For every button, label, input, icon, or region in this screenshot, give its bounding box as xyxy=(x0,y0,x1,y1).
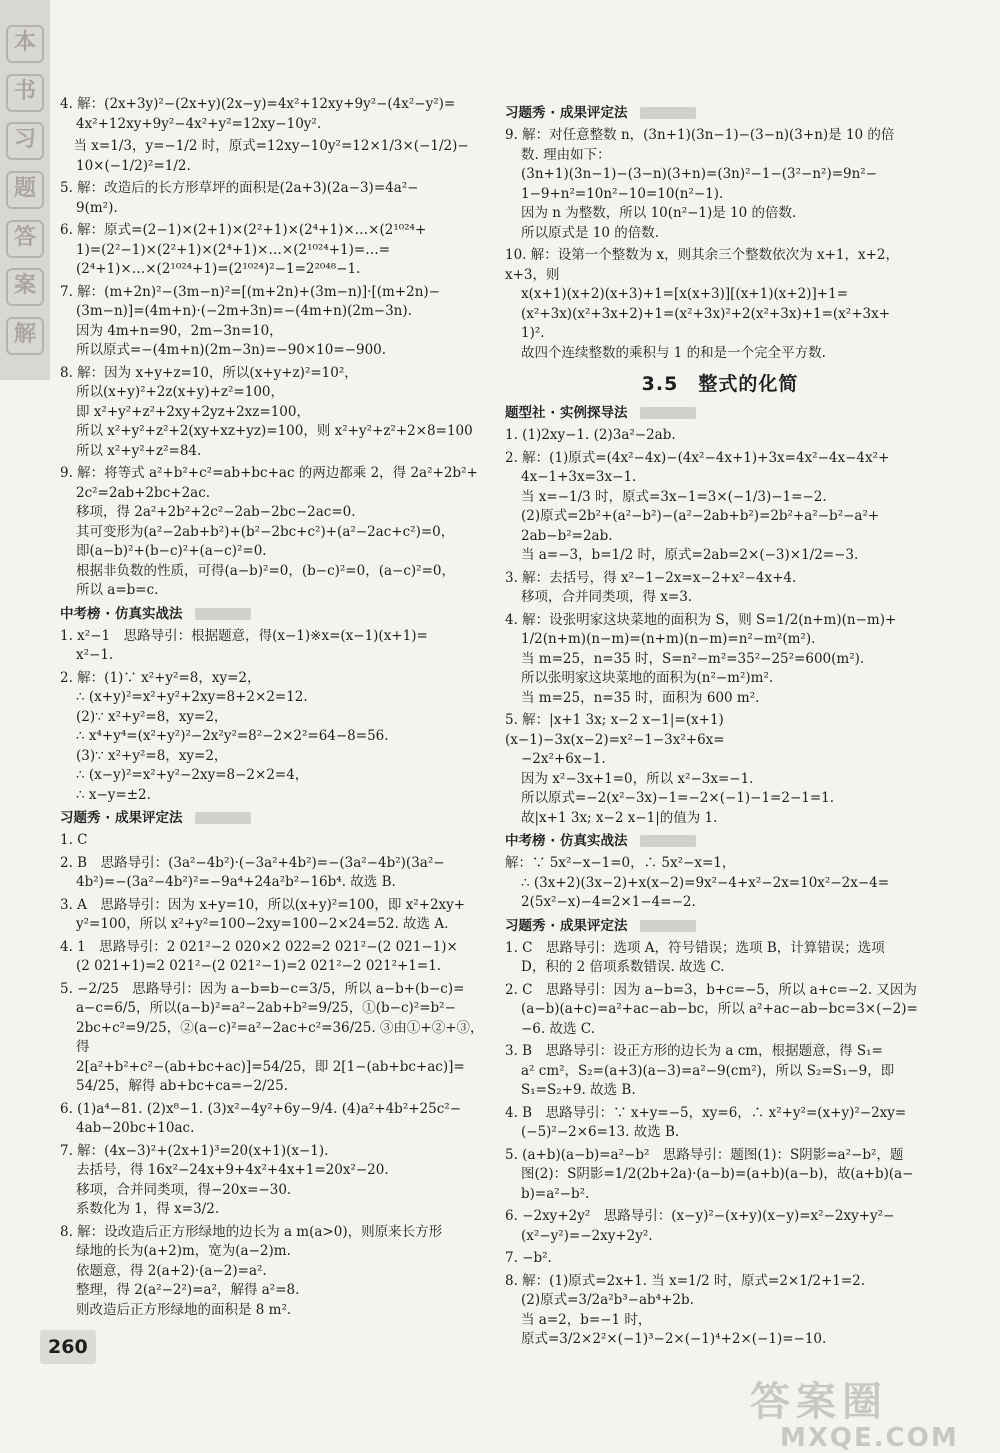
answer-line: 9. 解：将等式 a²+b²+c²=ab+bc+ac 的两边都乘 2，得 2a²+2b²+ xyxy=(60,465,478,481)
answer-line: −6. 故选 C. xyxy=(521,1020,595,1037)
answer-line: −2x²+6x−1. xyxy=(521,751,606,767)
answer-item xyxy=(505,939,935,978)
answer-line: 2ab−b²=2ab. xyxy=(521,527,613,544)
answer-line: 所以原式=−2(x²−3x)−1=−2×(−1)−1=2−1=1. xyxy=(521,790,835,806)
answer-line: ∴ (x−y)²=x²+y²−2xy=8−2×2=4， xyxy=(76,767,309,783)
answer-line: 所以 a=b=c. xyxy=(76,582,159,598)
answer-line: 当 a=−3，b=1/2 时，原式=2ab=2×(−3)×1/2=−3. xyxy=(521,547,859,563)
answer-line: 2. B 思路导引：(3a²−4b²)·(−3a²+4b²)=−(3a²−4b²)(3a²− xyxy=(60,854,445,871)
answer-line: b)=a²−b². xyxy=(521,1185,590,1202)
answer-line: (2)原式=3/2a²b³−ab⁴+2b. xyxy=(521,1292,694,1308)
answer-item xyxy=(60,1223,490,1321)
heading-text: 中考榜 · 仿真实战法 xyxy=(505,833,628,849)
answer-item xyxy=(60,854,490,893)
answer-line: 1)². xyxy=(521,325,545,341)
answer-line: 当 m=25，n=35 时，S=n²−m²=35²−25²=600(m²). xyxy=(521,650,865,667)
answer-line: 3. B 思路导引：设正方形的边长为 a cm，根据题意，得 S₁= xyxy=(505,1043,883,1059)
answer-line: 2. 解：(1)∵ x²+y²=8，xy=2， xyxy=(60,669,261,686)
heading-stamp-decoration xyxy=(640,835,696,847)
answer-line: 当 m=25，n=35 时，面积为 600 m². xyxy=(521,689,760,706)
answer-line: 根据非负数的性质，可得(a−b)²=0，(b−c)²=0，(a−c)²=0， xyxy=(76,562,455,579)
heading-text: 中考榜 · 仿真实战法 xyxy=(60,605,183,622)
heading-text: 习题秀 · 成果评定法 xyxy=(505,105,628,121)
answer-line: 7. 解：(4x−3)²+(2x+1)³=20(x+1)(x−1). xyxy=(60,1142,329,1159)
answer-item xyxy=(505,1249,935,1269)
right-column-top-section xyxy=(505,104,935,363)
answer-item xyxy=(505,426,935,446)
answer-line: 3. A 思路导引：因为 x+y=10，所以(x+y)²=100，即 x²+2xy+ xyxy=(60,896,466,913)
answer-line: 4. 1 思路导引：2 021²−2 020×2 022=2 021²−(2 021−1)× xyxy=(60,938,458,955)
answer-line: 当 x=1/3，y=−1/2 时，原式=12xy−10y²=12×1/3×(−1/2)− xyxy=(60,138,469,154)
answer-line: 数. 理由如下： xyxy=(521,146,611,163)
spine-char: 案 xyxy=(6,268,44,306)
answer-line: 6. (1)a⁴−81. (2)x⁸−1. (3)x²−4y²+6y−9/4. (4)a²+4b²+25c²− xyxy=(60,1100,462,1117)
answer-line: 故|x+1 3x; x−2 x−1|的值为 1. xyxy=(521,809,718,826)
spine-char: 解 xyxy=(6,317,44,355)
spine-char: 答 xyxy=(6,220,44,258)
answer-item xyxy=(60,669,490,806)
watermark xyxy=(750,1370,990,1453)
answer-line: 4x−1+3x=3x−1. xyxy=(521,469,637,485)
answer-line: 1)=(2²−1)×(2²+1)×(2⁴+1)×…×(2¹⁰²⁴+1)=…= xyxy=(76,241,391,258)
answer-line: 因为 4m+n=90，2m−3n=10， xyxy=(76,322,283,339)
answer-line: 当 x=−1/3 时，原式=3x−1=3×(−1/3)−1=−2. xyxy=(521,488,827,505)
answer-line: 2. C 思路导引：因为 a−b=3，b+c=−5，所以 a+c=−2. 又因为 xyxy=(505,981,917,998)
answer-line: (2⁴+1)×…×(2¹⁰²⁴+1)=(2¹⁰²⁴)²−1=2²⁰⁴⁸−1. xyxy=(76,261,361,277)
answer-line: 2c²=2ab+2bc+2ac. xyxy=(76,484,211,501)
right-answer-column xyxy=(505,100,935,1353)
answer-line: y²=100，所以 x²+y²=100−2xy=100−2×24=52. 故选 A. xyxy=(76,916,449,932)
answer-line: 绿地的长为(a+2)m，宽为(a−2)m. xyxy=(76,1243,291,1259)
answer-item xyxy=(60,464,490,601)
exercise-section-heading xyxy=(505,104,935,123)
answer-item xyxy=(60,283,490,361)
exercise-section-heading xyxy=(505,404,935,423)
answer-line: 54/25，解得 ab+bc+ca=−2/25. xyxy=(76,1078,289,1094)
heading-stamp-decoration xyxy=(640,920,696,932)
answer-line: 8. 解：设改造后正方形绿地的边长为 a m(a>0)，则原来长方形 xyxy=(60,1223,443,1240)
answer-line: 9(m²). xyxy=(76,199,118,216)
answer-line: (3)∵ x²+y²=8，xy=2， xyxy=(76,747,228,764)
answer-line: 6. 解：原式=(2−1)×(2+1)×(2²+1)×(2⁴+1)×…×(2¹⁰²⁴+ xyxy=(60,222,427,238)
answer-line: 5. 解：改造后的长方形草坪的面积是(2a+3)(2a−3)=4a²− xyxy=(60,180,419,196)
answer-line: 所以 x²+y²+z²=84. xyxy=(76,442,202,459)
heading-stamp-decoration xyxy=(640,107,696,119)
answer-item xyxy=(60,896,490,935)
answer-line: 2bc+c²=9/25，②(a−c)²=a²−2ac+c²=36/25. ③由①+②+③，得 xyxy=(76,1019,484,1055)
exercise-section-heading xyxy=(60,809,490,828)
answer-item xyxy=(505,854,935,913)
answer-line: 4. B 思路导引：∵ x+y=−5，xy=6，∴ x²+y²=(x+y)²−2xy= xyxy=(505,1104,907,1121)
heading-text: 题型社 · 实例探导法 xyxy=(505,405,628,421)
answer-line: 移项，得 2a²+2b²+2c²−2ab−2bc−2ac=0. xyxy=(76,504,356,520)
heading-text: 习题秀 · 成果评定法 xyxy=(60,810,183,826)
answer-line: 5. 解：|x+1 3x; x−2 x−1|=(x+1)(x−1)−3x(x−2)=x²−1−3x²+6x= xyxy=(505,712,725,748)
answer-line: 4b²)=−(3a²−4b²)²=−9a⁴+24a²b²−16b⁴. 故选 B. xyxy=(76,874,396,890)
answer-line: 7. 解：(m+2n)²−(3m−n)²=[(m+2n)+(3m−n)]·[(m+2n)− xyxy=(60,283,440,300)
answer-line: 系数化为 1，得 x=3/2. xyxy=(76,1201,220,1217)
answer-line: 4x²+12xy+9y²−4x²+y²=12xy−10y². xyxy=(76,115,322,132)
heading-stamp-decoration xyxy=(640,407,696,419)
answer-item xyxy=(60,221,490,280)
answer-line: 即(a−b)²+(b−c)²+(a−c)²=0. xyxy=(76,543,267,559)
answer-line: 2. 解：(1)原式=(4x²−4x)−(4x²−4x+1)+3x=4x²−4x−4x²+ xyxy=(505,449,890,466)
answer-item xyxy=(60,179,490,218)
answer-line: 所以 x²+y²+z²+2(xy+xz+yz)=100，则 x²+y²+z²+2×8=100 xyxy=(76,423,473,439)
answer-item xyxy=(60,831,490,851)
answer-line: 去括号，得 16x²−24x+9+4x²+4x+1=20x²−20. xyxy=(76,1162,389,1178)
answer-line: 5. −2/25 思路导引：因为 a−b=b−c=3/5，所以 a−b+(b−c)= xyxy=(60,980,465,997)
heading-text: 习题秀 · 成果评定法 xyxy=(505,917,628,934)
answer-line: 9. 解：对任意整数 n，(3n+1)(3n−1)−(3−n)(3+n)是 10 的倍 xyxy=(505,127,895,143)
answer-item xyxy=(60,95,490,134)
right-column-bottom-section xyxy=(505,404,935,1350)
answer-line: (x²+3x)(x²+3x+2)+1=(x²+3x)²+2(x²+3x)+1=(x²+3x+ xyxy=(521,305,891,322)
answer-line: 其可变形为(a²−2ab+b²)+(b²−2bc+c²)+(a²−2ac+c²)=0， xyxy=(76,523,455,540)
answer-line: 整理，得 2(a²−2²)=a²，解得 a²=8. xyxy=(76,1282,300,1298)
answer-line: 1. C xyxy=(60,832,88,848)
answer-line: 2[a²+b²+c²−(ab+bc+ac)]=54/25，即 2[1−(ab+bc+ac)]= xyxy=(76,1058,465,1075)
answer-line: 因为 x²−3x+1=0，所以 x²−3x=−1. xyxy=(521,770,754,787)
answer-line: 依题意，得 2(a+2)·(a−2)=a². xyxy=(76,1262,267,1279)
answer-line: 4. 解：设张明家这块菜地的面积为 S，则 S=1/2(n+m)(n−m)+ xyxy=(505,611,897,628)
page-number: 260 xyxy=(48,1336,88,1358)
exercise-section-heading xyxy=(505,832,935,851)
answer-line: (2)原式=2b²+(a²−b²)−(a²−2ab+b²)=2b²+a²−b²−a²+ xyxy=(521,508,880,524)
answer-line: ∴ (3x+2)(3x−2)+x(x−2)=9x²−4+x²−2x=10x²−2x−4= xyxy=(521,874,890,891)
answer-line: 10×(−1/2)²=1/2. xyxy=(76,157,191,174)
answer-line: 1. x²−1 思路导引：根据题意，得(x−1)※x=(x−1)(x+1)= xyxy=(60,627,428,644)
answer-item xyxy=(505,1146,935,1205)
answer-line: 当 a=2，b=−1 时， xyxy=(521,1311,652,1328)
answer-item xyxy=(60,1142,490,1220)
answer-line: 解：∵ 5x²−x−1=0，∴ 5x²−x=1， xyxy=(505,855,736,871)
answer-item xyxy=(505,246,935,363)
answer-line: x²−1. xyxy=(76,647,114,663)
book-spine-decoration xyxy=(0,0,50,380)
answer-item xyxy=(505,981,935,1040)
answer-line: (a−b)(a+c)=a²+ac−ab−bc，所以 a²+ac−ab−bc=3×(−2)= xyxy=(521,1001,918,1017)
heading-stamp-decoration xyxy=(195,608,251,620)
answer-line: 1. (1)2xy−1. (2)3a²−2ab. xyxy=(505,427,676,443)
answer-line: 所以原式是 10 的倍数. xyxy=(521,224,660,241)
answer-line: ∴ x⁴+y⁴=(x²+y²)²−2x²y²=8²−2×2²=64−8=56. xyxy=(76,728,389,744)
section-title: 3.5 整式的化简 xyxy=(641,373,799,395)
spine-char: 习 xyxy=(6,122,44,160)
answer-line: 3. 解：去括号，得 x²−1−2x=x−2+x²−4x+4. xyxy=(505,569,797,586)
answer-item xyxy=(60,137,490,176)
watermark-site: MXQE.COM xyxy=(780,1423,959,1453)
answer-line: 所以张明家这块菜地的面积为(n²−m²)m². xyxy=(521,670,774,686)
answer-item xyxy=(505,1207,935,1246)
answer-line: 5. (a+b)(a−b)=a²−b² 思路导引：题图(1)：S阴影=a²−b²，题 xyxy=(505,1146,904,1163)
answer-item xyxy=(505,1104,935,1143)
exercise-section-heading xyxy=(60,605,490,624)
spine-char: 书 xyxy=(6,74,44,112)
answer-line: 1/2(n+m)(n−m)=(n+m)(n−m)=n²−m²(m²). xyxy=(521,631,816,647)
answer-line: 1. C 思路导引：选项 A，符号错误；选项 B，计算错误；选项 xyxy=(505,939,885,956)
answer-line: a−c=6/5，所以(a−b)²=a²−2ab+b²=9/25，①(b−c)²=b²− xyxy=(76,1000,456,1016)
answer-line: 6. −2xy+2y² 思路导引：(x−y)²−(x+y)(x−y)=x²−2xy+y²− xyxy=(505,1208,895,1224)
answer-line: 原式=3/2×2²×(−1)³−2×(−1)⁴+2×(−1)=−10. xyxy=(521,1331,827,1347)
answer-line: 4ab−20bc+10ac. xyxy=(76,1120,195,1136)
answer-item xyxy=(60,980,490,1097)
answer-line: 10. 解：设第一个整数为 x，则其余三个整数依次为 x+1，x+2，x+3，则 xyxy=(505,247,899,283)
answer-line: 图(2)：S阴影=1/2(2b+2a)·(a−b)=(a+b)(a−b)，故(a+b)(a− xyxy=(521,1166,914,1182)
heading-stamp-decoration xyxy=(195,812,251,824)
answer-line: 故四个连续整数的乘积与 1 的和是一个完全平方数. xyxy=(521,344,826,361)
left-answer-column xyxy=(60,95,490,1323)
answer-item xyxy=(60,364,490,462)
answer-line: 2(5x²−x)−4=2×1−4=−2. xyxy=(521,894,696,910)
answer-item xyxy=(505,449,935,566)
answer-item xyxy=(505,1042,935,1101)
answer-line: 4. 解：(2x+3y)²−(2x+y)(2x−y)=4x²+12xy+9y²−(4x²−y²)= xyxy=(60,96,456,112)
answer-line: S₁=S₂+9. 故选 B. xyxy=(521,1082,636,1098)
answer-item xyxy=(505,611,935,709)
answer-line: 即 x²+y²+z²+2xy+2yz+2xz=100， xyxy=(76,403,310,420)
answer-line: (−5)²−2×6=13. 故选 B. xyxy=(521,1124,680,1140)
answer-item xyxy=(60,938,490,977)
spine-char: 题 xyxy=(6,171,44,209)
answer-line: 因为 n 为整数，所以 10(n²−1)是 10 的倍数. xyxy=(521,205,797,221)
answer-line: 8. 解：因为 x+y+z=10，所以(x+y+z)²=10²， xyxy=(60,364,358,381)
answer-item xyxy=(60,627,490,666)
answer-item xyxy=(505,569,935,608)
answer-line: x(x+1)(x+2)(x+3)+1=[x(x+3)][(x+1)(x+2)]+1= xyxy=(521,286,849,302)
answer-item xyxy=(505,126,935,243)
answer-line: a² cm²，S₂=(a+3)(a−3)=a²−9(cm²)，所以 S₂=S₁−9，即 xyxy=(521,1062,895,1079)
answer-line: 所以(x+y)²+2z(x+y)+z²=100， xyxy=(76,384,285,400)
answer-line: 则改造后正方形绿地的面积是 8 m². xyxy=(76,1301,292,1318)
answer-item xyxy=(60,1100,490,1139)
watermark-brand: 答案圈 xyxy=(750,1379,888,1425)
answer-line: ∴ x−y=±2. xyxy=(76,786,151,803)
answer-line: 1−9+n²=10n²−10=10(n²−1). xyxy=(521,185,724,202)
answer-line: 移项，合并同类项，得−20x=−30. xyxy=(76,1181,292,1198)
answer-line: ∴ (x+y)²=x²+y²+2xy=8+2×2=12. xyxy=(76,689,308,705)
answer-line: (x²−y²)=−2xy+2y². xyxy=(521,1227,653,1244)
answer-line: 8. 解：(1)原式=2x+1. 当 x=1/2 时，原式=2×1/2+1=2. xyxy=(505,1272,866,1289)
answer-line: D，积的 2 倍项系数错误. 故选 C. xyxy=(521,959,725,975)
answer-item xyxy=(505,1272,935,1350)
exercise-section-heading xyxy=(505,917,935,936)
answer-line: 移项，合并同类项，得 x=3. xyxy=(521,589,693,605)
answer-line: (2 021+1)=2 021²−(2 021²−1)=2 021²−2 021²+1=1. xyxy=(76,958,442,974)
answer-line: (3m−n)]=(4m+n)·(−2m+3n)=−(4m+n)(2m−3n). xyxy=(76,303,412,319)
answer-line: (2)∵ x²+y²=8，xy=2， xyxy=(76,708,228,725)
spine-char: 本 xyxy=(6,25,44,63)
answer-line: 7. −b². xyxy=(505,1250,552,1266)
answer-item xyxy=(505,711,935,828)
answer-line: 所以原式=−(4m+n)(2m−3n)=−90×10=−900. xyxy=(76,342,387,358)
answer-line: (3n+1)(3n−1)−(3−n)(3+n)=(3n)²−1−(3²−n²)=9n²− xyxy=(521,166,878,182)
